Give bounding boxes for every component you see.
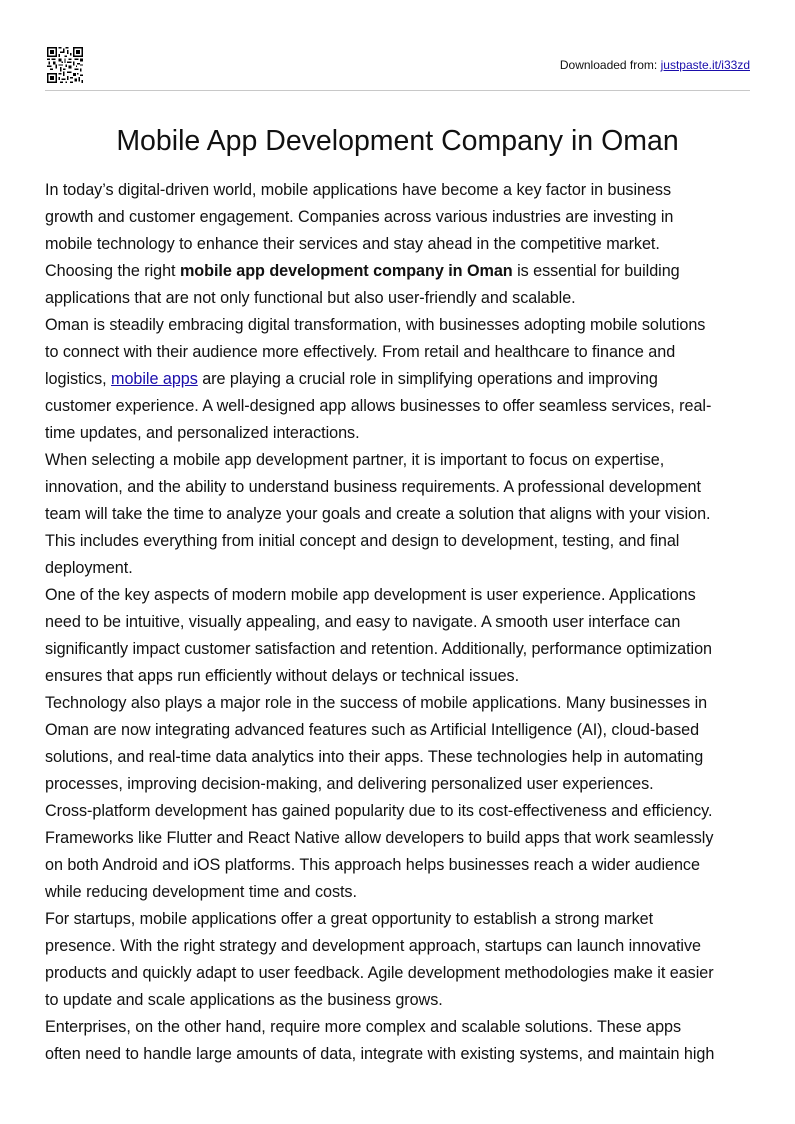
text-line: Oman is steadily embracing digital transformation, with businesses adopting mobile solutions	[45, 316, 706, 334]
text-line: deployment.	[45, 559, 133, 577]
text-fragment: are playing a crucial role in simplifying operations and improving	[197, 370, 658, 388]
text-line	[45, 258, 750, 285]
text-line	[45, 366, 750, 393]
page-title: Mobile App Development Company in Oman	[116, 125, 679, 157]
text-line: Frameworks like Flutter and React Native allow developers to build apps that work seamlessly	[45, 829, 714, 847]
text-line: on both Android and iOS platforms. This approach helps businesses reach a wider audience	[45, 856, 700, 874]
text-line: innovation, and the ability to understand business requirements. A professional development	[45, 478, 701, 496]
text-fragment: is essential for building	[512, 262, 680, 280]
text-line: When selecting a mobile app development partner, it is important to focus on expertise,	[45, 451, 665, 469]
text-line: to connect with their audience more effectively. From retail and healthcare to finance and	[45, 343, 676, 361]
text-line: One of the key aspects of modern mobile app development is user experience. Applications	[45, 586, 696, 604]
text-line: growth and customer engagement. Companies across various industries are investing in	[45, 208, 674, 226]
source-line	[560, 58, 750, 72]
text-line: For startups, mobile applications offer a great opportunity to establish a strong market	[45, 910, 654, 928]
text-line: often need to handle large amounts of data, integrate with existing systems, and maintain high	[45, 1045, 715, 1063]
page-header	[45, 46, 750, 91]
mobile-apps-link[interactable]: mobile apps	[111, 370, 198, 388]
source-link[interactable]: justpaste.it/i33zd	[660, 58, 750, 72]
text-line: Cross-platform development has gained popularity due to its cost-effectiveness and efficiency.	[45, 802, 713, 820]
text-line: team will take the time to analyze your goals and create a solution that aligns with your vision.	[45, 505, 711, 523]
text-line: Technology also plays a major role in the success of mobile applications. Many businesses in	[45, 694, 708, 712]
bold-keyword: mobile app development company in Oman	[179, 262, 513, 280]
text-line: products and quickly adapt to user feedback. Agile development methodologies make it easier	[45, 964, 714, 982]
text-line: need to be intuitive, visually appealing, and easy to navigate. A smooth user interface can	[45, 613, 681, 631]
downloaded-from-label: Downloaded from:	[559, 58, 658, 72]
text-line: while reducing development time and costs.	[45, 883, 357, 901]
text-fragment: Choosing the right	[45, 262, 180, 280]
text-line: processes, improving decision-making, and delivering personalized user experiences.	[45, 775, 654, 793]
text-line: presence. With the right strategy and development approach, startups can launch innovative	[45, 937, 701, 955]
text-line: Oman are now integrating advanced features such as Artificial Intelligence (AI), cloud-based	[45, 721, 700, 739]
text-line: solutions, and real-time data analytics into their apps. These technologies help in automating	[45, 748, 704, 766]
text-line: significantly impact customer satisfaction and retention. Additionally, performance optimization	[45, 640, 713, 658]
text-line: time updates, and personalized interactions.	[45, 424, 360, 442]
text-line: to update and scale applications as the business grows.	[45, 991, 443, 1009]
qr-code-icon	[47, 47, 83, 83]
text-line: Enterprises, on the other hand, require more complex and scalable solutions. These apps	[45, 1018, 682, 1036]
text-line: applications that are not only functional but also user-friendly and scalable.	[45, 289, 576, 307]
text-line: This includes everything from initial concept and design to development, testing, and final	[45, 532, 680, 550]
text-line: mobile technology to enhance their services and stay ahead in the competitive market.	[45, 235, 660, 253]
article-body	[45, 177, 750, 1068]
text-line: ensures that apps run efficiently without delays or technical issues.	[45, 667, 520, 685]
text-fragment: logistics,	[45, 370, 112, 388]
text-line: customer experience. A well-designed app allows businesses to offer seamless services, real-	[45, 397, 712, 415]
text-line: In today’s digital-driven world, mobile applications have become a key factor in business	[45, 181, 672, 199]
